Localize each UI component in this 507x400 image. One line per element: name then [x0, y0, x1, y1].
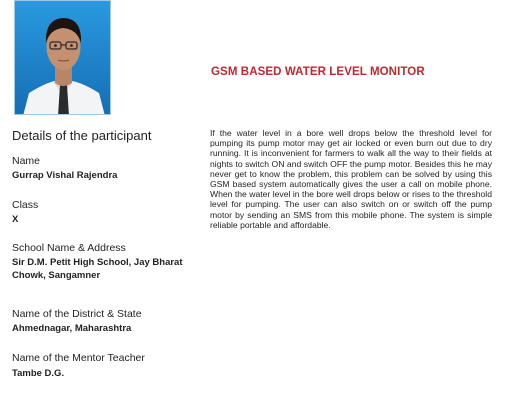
district-label: Name of the District & State — [12, 308, 142, 320]
participant-portrait-image — [15, 1, 111, 115]
school-value: Sir D.M. Petit High School, Jay Bharat Chowk, Sangamner — [12, 257, 183, 281]
class-value: X — [12, 214, 19, 225]
participant-photo — [14, 0, 111, 115]
class-label: Class — [12, 199, 39, 211]
project-abstract: If the water level in a bore well drops below the threshold level for pumping its pump motor may get air locked or even burn out due to dry running. It is inconvenient for farmers to walk all the way to their fields at nights to switch ON and switch OFF the pump motor. Besides this he may never get to know the problem, this problem can be solved by using this GSM based system automatically gives the user a call on mobile phone. When the water level in the bore well drops below or rises to the threshold level for pumping. The user can also switch on or switch off the pump motor by sending an SMS from this mobile phone. The system is simple reliable portable and affordable. — [210, 128, 492, 230]
name-value: Gurrap Vishal Rajendra — [12, 170, 118, 181]
mentor-label: Name of the Mentor Teacher — [12, 352, 145, 364]
details-heading: Details of the participant — [12, 128, 152, 143]
project-title: GSM BASED WATER LEVEL MONITOR — [211, 66, 425, 78]
name-label: Name — [12, 155, 41, 167]
mentor-value: Tambe D.G. — [12, 368, 65, 379]
district-value: Ahmednagar, Maharashtra — [12, 323, 132, 334]
school-label: School Name & Address — [12, 242, 126, 254]
